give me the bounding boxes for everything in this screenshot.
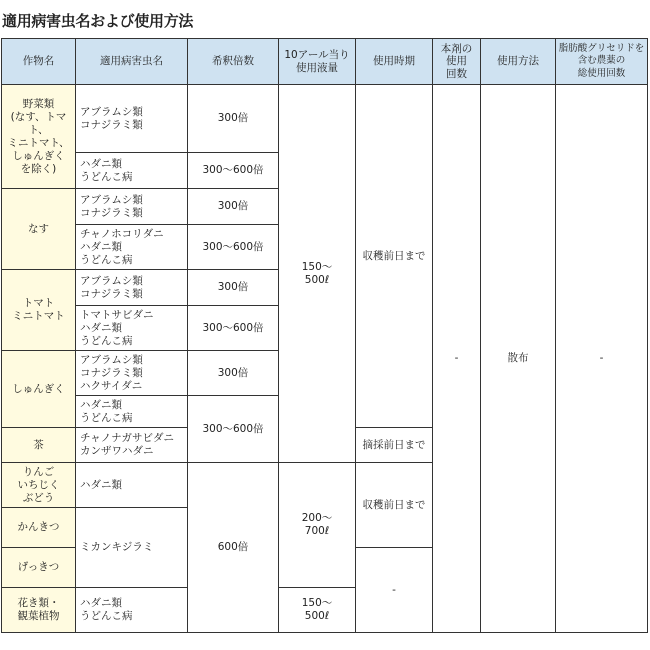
- page-title: 適用病害虫名および使用方法: [2, 12, 194, 30]
- crop-flowers: 花き類・ 観葉植物: [2, 588, 76, 633]
- header-row: [2, 39, 648, 85]
- crop-gekkitsu: げっきつ: [2, 548, 76, 588]
- method-cell: 散布: [481, 85, 556, 633]
- dilution-cell: 300倍: [188, 189, 279, 225]
- header-pest: 適用病害虫名: [76, 39, 188, 85]
- dilution-cell: 300倍: [188, 270, 279, 306]
- header-total: 脂肪酸グリセリドを 含む農薬の 総使用回数: [556, 39, 648, 85]
- pest-cell: ハダニ類 うどんこ病: [76, 588, 188, 633]
- header-timing: 使用時期: [356, 39, 433, 85]
- header-method: 使用方法: [481, 39, 556, 85]
- header-volume: 10アール当り 使用液量: [279, 39, 356, 85]
- timing-cell: -: [356, 548, 433, 633]
- timing-cell: 収穫前日まで: [356, 85, 433, 428]
- dilution-cell: 300〜600倍: [188, 306, 279, 351]
- crop-kankitsu: かんきつ: [2, 508, 76, 548]
- pest-cell: ハダニ類: [76, 463, 188, 508]
- volume-cell: 150〜 500ℓ: [279, 85, 356, 463]
- crop-shungiku: しゅんぎく: [2, 351, 76, 428]
- header-dilution: 希釈倍数: [188, 39, 279, 85]
- pest-cell: チャノホコリダニ ハダニ類 うどんこ病: [76, 225, 188, 270]
- dilution-cell: 600倍: [188, 463, 279, 633]
- crop-tea: 茶: [2, 428, 76, 463]
- total-cell: -: [556, 85, 648, 633]
- pest-cell: トマトサビダニ ハダニ類 うどんこ病: [76, 306, 188, 351]
- pest-cell: アブラムシ類 コナジラミ類 ハクサイダニ: [76, 351, 188, 396]
- volume-cell: 150〜 500ℓ: [279, 588, 356, 633]
- crop-apple: りんご いちじく ぶどう: [2, 463, 76, 508]
- dilution-cell: 300〜600倍: [188, 225, 279, 270]
- crop-vegetables: 野菜類 (なす、トマト、 ミニトマト、 しゅんぎく を除く): [2, 85, 76, 189]
- timing-cell: 収穫前日まで: [356, 463, 433, 548]
- dilution-cell: 300〜600倍: [188, 396, 279, 463]
- volume-cell: 200〜 700ℓ: [279, 463, 356, 588]
- header-count: 本剤の 使用 回数: [433, 39, 481, 85]
- pest-cell: チャノナガサビダニ カンザワハダニ: [76, 428, 188, 463]
- dilution-cell: 300〜600倍: [188, 153, 279, 189]
- usage-table: [1, 38, 648, 633]
- dilution-cell: 300倍: [188, 85, 279, 153]
- pest-cell: ハダニ類 うどんこ病: [76, 153, 188, 189]
- crop-nasu: なす: [2, 189, 76, 270]
- header-crop: 作物名: [2, 39, 76, 85]
- crop-tomato: トマト ミニトマト: [2, 270, 76, 351]
- timing-cell-tea: 摘採前日まで: [356, 428, 433, 463]
- pest-cell: アブラムシ類 コナジラミ類: [76, 270, 188, 306]
- pest-cell: アブラムシ類 コナジラミ類: [76, 85, 188, 153]
- pest-cell: ハダニ類 うどんこ病: [76, 396, 188, 428]
- pest-cell: アブラムシ類 コナジラミ類: [76, 189, 188, 225]
- pest-cell: ミカンキジラミ: [76, 508, 188, 588]
- count-cell: -: [433, 85, 481, 633]
- dilution-cell: 300倍: [188, 351, 279, 396]
